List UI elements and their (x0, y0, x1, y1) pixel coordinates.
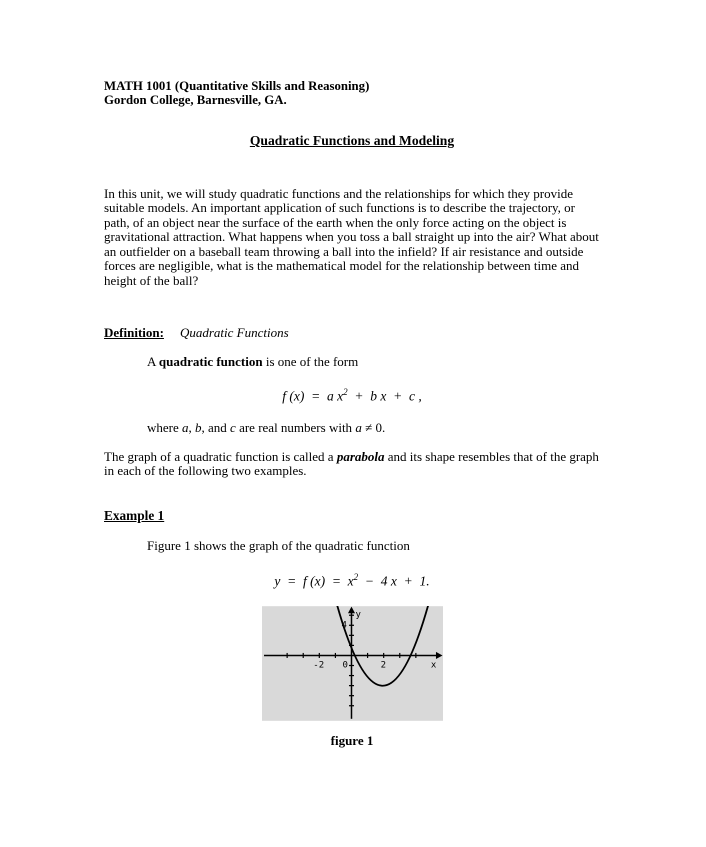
example1-formula (104, 570, 600, 589)
y-tick-label-4: 4 (340, 619, 347, 630)
cond-text-4: are real numbers with (235, 420, 356, 435)
x-tick-label-0: 0 (341, 660, 348, 671)
cond-var-a2: a (355, 420, 362, 435)
definition-lead-post: is one of the form (262, 353, 359, 369)
formula1-rhs: + b x + c , (347, 388, 422, 404)
course-location-line: Gordon College, Barnesville, GA. (104, 93, 287, 107)
figure1-lead: Figure 1 shows the graph of the quadratic function (147, 538, 410, 553)
x-axis-label: x (430, 660, 436, 671)
formula2-lhs: y = f (x) = x (274, 573, 354, 588)
cond-text-2: , (188, 420, 196, 435)
definition-lead (147, 355, 600, 370)
x-tick-label-neg2: -2 (312, 660, 324, 671)
parabola-term: parabola (336, 448, 385, 464)
figure1-graph (262, 606, 443, 721)
graph-background (262, 606, 443, 721)
definition-lead-term: quadratic function (158, 353, 263, 369)
cond-text-3: , and (201, 420, 231, 435)
cond-var-a: a (182, 420, 189, 435)
cond-var-c: c (230, 420, 236, 435)
intro-paragraph: In this unit, we will study quadratic functions and the relationships for which they provide suitable models. An important application of such functions is to describe the trajectory, or path, of an object near the surface of the earth when the only force acting on the object is gravitational attraction. What happens when you toss a ball straight up into the air? What about an outfielder on a baseball team throwing a ball into the infield? If air resistance and outside forces are negligible, what is the mathematical model for the relationship between time and height of the ball? (104, 185, 599, 288)
x-tick-label-2: 2 (380, 660, 386, 671)
definition-label: Definition: (104, 325, 164, 340)
course-title-line: MATH 1001 (Quantitative Skills and Reasoning) (104, 79, 370, 93)
formula2-rhs: − 4 x + 1. (358, 573, 430, 588)
definition-heading (104, 326, 600, 341)
formula2-exponent: 2 (353, 571, 359, 582)
parabola-text-2: and its shape resembles that of the graph in each of the following two examples. (104, 448, 599, 478)
y-axis-label: y (355, 609, 361, 620)
cond-text-5: ≠ 0. (361, 420, 386, 435)
definition-term: Quadratic Functions (179, 325, 289, 340)
parabola-text-1: The graph of a quadratic function is called a (104, 448, 337, 464)
cond-text-1: where (147, 420, 183, 435)
figure1-caption: figure 1 (330, 732, 374, 748)
definition-lead-pre: A (147, 353, 159, 369)
page-title (104, 134, 600, 149)
page-title-text: Quadratic Functions and Modeling (249, 133, 455, 148)
cond-var-b: b (195, 420, 202, 435)
example1-heading: Example 1 (104, 507, 165, 523)
parabola-paragraph (104, 450, 600, 479)
formula1-exponent: 2 (343, 387, 348, 397)
coefficients-note (147, 421, 600, 436)
quadratic-form-formula (104, 385, 600, 404)
course-header (104, 79, 600, 107)
formula1-lhs: f (x) = a x (282, 388, 344, 404)
